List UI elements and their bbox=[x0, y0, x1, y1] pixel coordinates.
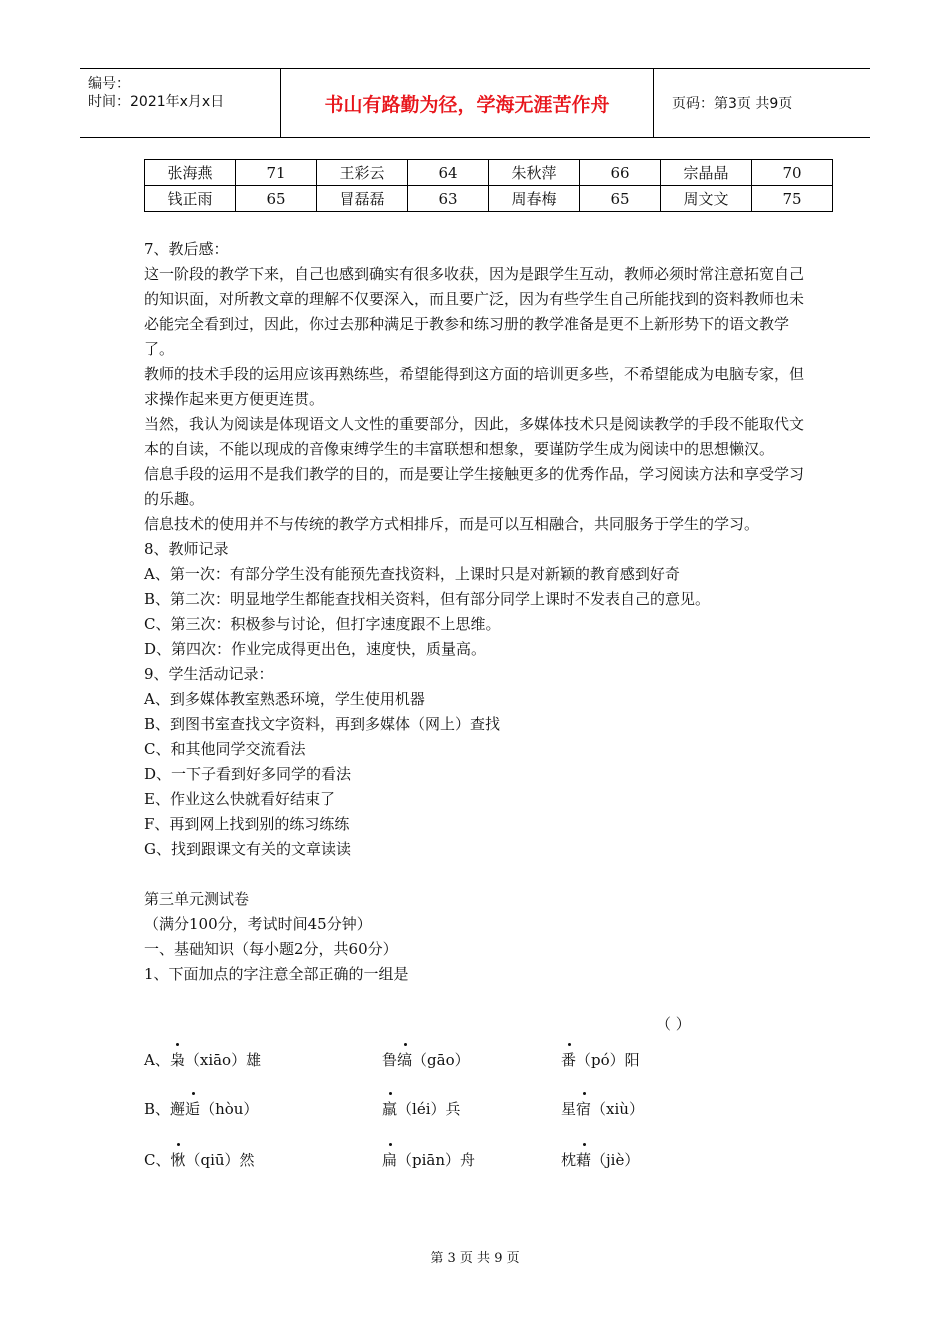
section-heading: 9、学生活动记录： bbox=[144, 665, 274, 683]
pinyin-text: （piān）舟 bbox=[397, 1151, 476, 1169]
test-section-heading: 一、基础知识（每小题2分，共60分） bbox=[144, 940, 398, 958]
student-score: 66 bbox=[580, 160, 661, 186]
option-b-item-3 bbox=[561, 1098, 644, 1119]
dotted-char: 枭 bbox=[169, 1051, 185, 1069]
dotted-char: 羸 bbox=[382, 1100, 398, 1118]
student-score: 65 bbox=[236, 186, 317, 212]
student-score: 63 bbox=[408, 186, 489, 212]
section-heading: 7、教后感： bbox=[144, 240, 229, 258]
list-item: E、作业这么快就看好结束了 bbox=[144, 790, 335, 808]
test-meta: （满分100分，考试时间45分钟） bbox=[144, 915, 372, 933]
student-score: 71 bbox=[236, 160, 317, 186]
list-item: A、第一次：有部分学生没有能预先查找资料，上课时只是对新颖的教育感到好奇 bbox=[144, 565, 680, 583]
list-item: A、到多媒体教室熟悉环境，学生使用机器 bbox=[144, 690, 425, 708]
dotted-char: 藉 bbox=[576, 1151, 592, 1169]
student-name: 朱秋萍 bbox=[489, 160, 580, 186]
pinyin-text: （pó）阳 bbox=[576, 1051, 640, 1069]
paragraph: 信息技术的使用并不与传统的教学方式相排斥，而是可以互相融合，共同服务于学生的学习。 bbox=[144, 515, 760, 533]
dotted-char: 缟 bbox=[397, 1051, 413, 1069]
student-name: 周文文 bbox=[661, 186, 752, 212]
paragraph: 当然，我认为阅读是体现语文人文性的重要部分，因此，多媒体技术只是阅读教学的手段不能取代文本的自读，不能以现成的音像束缚学生的丰富联想和想象，要谨防学生成为阅读中的思想懒汉。 bbox=[144, 415, 805, 458]
spacer bbox=[144, 862, 814, 887]
page-info: 页码：第3页 共9页 bbox=[672, 96, 793, 112]
table-row bbox=[145, 186, 833, 212]
list-item: B、第二次：明显地学生都能查找相关资料，但有部分同学上课时不发表自己的意见。 bbox=[144, 590, 711, 608]
header-page-cell bbox=[662, 69, 870, 137]
dotted-char: 愀 bbox=[170, 1151, 186, 1169]
time-label: 时间：2021年x月x日 bbox=[88, 94, 225, 110]
option-a-item-1 bbox=[144, 1049, 261, 1070]
student-name: 周春梅 bbox=[489, 186, 580, 212]
option-a-item-3 bbox=[561, 1049, 640, 1070]
student-name: 冒磊磊 bbox=[317, 186, 408, 212]
option-b-item-2 bbox=[382, 1098, 461, 1119]
option-label: A、 bbox=[144, 1051, 170, 1069]
student-score: 75 bbox=[752, 186, 833, 212]
student-score: 64 bbox=[408, 160, 489, 186]
pinyin-text: （qiū）然 bbox=[185, 1151, 255, 1169]
section-heading: 8、教师记录 bbox=[144, 540, 229, 558]
student-score: 70 bbox=[752, 160, 833, 186]
pinyin-text: （jiè） bbox=[591, 1151, 640, 1169]
option-a-item-2 bbox=[382, 1049, 470, 1070]
option-c-item-1 bbox=[144, 1149, 255, 1170]
header-motto-cell bbox=[281, 69, 654, 137]
char-text: 鲁 bbox=[382, 1051, 398, 1069]
dotted-char: 逅 bbox=[185, 1100, 201, 1118]
pinyin-text: （léi）兵 bbox=[397, 1100, 461, 1118]
pinyin-text: （xiù） bbox=[591, 1100, 644, 1118]
student-name: 王彩云 bbox=[317, 160, 408, 186]
page-header bbox=[80, 68, 870, 138]
test-title: 第三单元测试卷 bbox=[144, 890, 250, 908]
char-text: 邂 bbox=[170, 1100, 186, 1118]
paragraph: 这一阶段的教学下来，自己也感到确实有很多收获，因为是跟学生互动，教师必须时常注意拓宽自己的知识面，对所教文章的理解不仅要深入，而且要广泛，因为有些学生自己所能找到的资料教师也未必能完全看到过，因此，你过去那种满足于教参和练习册的教学准备是更不上新形势下的语文教学了。 bbox=[144, 265, 805, 358]
document-body bbox=[144, 237, 814, 987]
list-item: G、找到跟课文有关的文章读读 bbox=[144, 840, 351, 858]
paragraph: 教师的技术手段的运用应该再熟练些，希望能得到这方面的培训更多些，不希望能成为电脑专家，但求操作起来更方便更连贯。 bbox=[144, 365, 805, 408]
score-table bbox=[144, 159, 833, 212]
paragraph: 信息手段的运用不是我们教学的目的，而是要让学生接触更多的优秀作品，学习阅读方法和享受学习的乐趣。 bbox=[144, 465, 805, 508]
student-name: 钱正雨 bbox=[145, 186, 236, 212]
motto-text: 书山有路勤为径，学海无涯苦作舟 bbox=[324, 93, 610, 116]
pinyin-text: （hòu） bbox=[200, 1100, 259, 1118]
list-item: C、第三次：积极参与讨论，但打字速度跟不上思维。 bbox=[144, 615, 501, 633]
option-label: C、 bbox=[144, 1151, 171, 1169]
answer-blank: （ ） bbox=[656, 1015, 691, 1033]
list-item: D、第四次：作业完成得更出色，速度快，质量高。 bbox=[144, 640, 487, 658]
list-item: D、一下子看到好多同学的看法 bbox=[144, 765, 352, 783]
dotted-char: 番 bbox=[561, 1051, 577, 1069]
table-row bbox=[145, 160, 833, 186]
list-item: B、到图书室查找文字资料，再到多媒体（网上）查找 bbox=[144, 715, 501, 733]
list-item: F、再到网上找到别的练习练练 bbox=[144, 815, 350, 833]
page-footer: 第 3 页 共 9 页 bbox=[430, 1251, 520, 1266]
pinyin-text: （xiāo）雄 bbox=[184, 1051, 262, 1069]
student-name: 宗晶晶 bbox=[661, 160, 752, 186]
option-label: B、 bbox=[144, 1100, 171, 1118]
number-label: 编号： bbox=[88, 76, 130, 92]
student-score: 65 bbox=[580, 186, 661, 212]
header-meta-cell bbox=[80, 69, 281, 137]
option-b-item-1 bbox=[144, 1098, 258, 1119]
pinyin-text: （gāo） bbox=[412, 1051, 470, 1069]
list-item: C、和其他同学交流看法 bbox=[144, 740, 306, 758]
option-c-item-3 bbox=[561, 1149, 639, 1170]
option-c-item-2 bbox=[382, 1149, 475, 1170]
student-name: 张海燕 bbox=[145, 160, 236, 186]
char-text: 枕 bbox=[561, 1151, 577, 1169]
dotted-char: 宿 bbox=[576, 1100, 592, 1118]
dotted-char: 扁 bbox=[382, 1151, 398, 1169]
question-text: 1、下面加点的字注意全部正确的一组是 bbox=[144, 965, 409, 983]
char-text: 星 bbox=[561, 1100, 577, 1118]
